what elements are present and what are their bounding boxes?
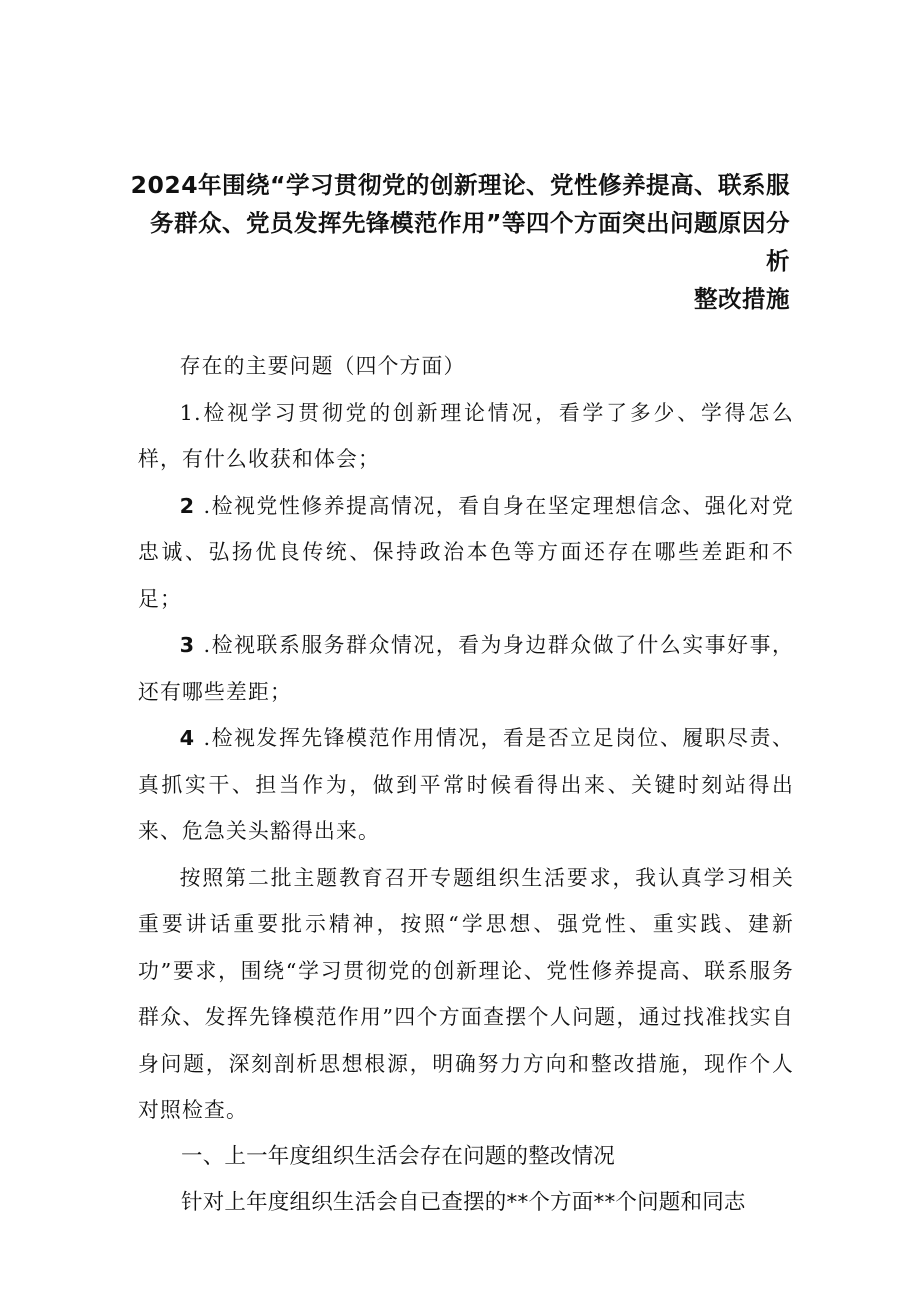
issue-item-3: [138, 622, 794, 715]
section-heading: 一、上一年度组织生活会存在问题的整改情况: [181, 1143, 616, 1169]
issue-item-2: [138, 483, 794, 623]
issue-number: 1.: [179, 400, 202, 425]
title-line-1: 2024年围绕“学习贯彻党的创新理论、党性修养提高、联系服: [130, 171, 790, 199]
issue-item-4: [138, 715, 794, 855]
title-line-2: 务群众、党员发挥先锋模范作用”等四个方面突出问题原因分析: [150, 209, 790, 275]
body-paragraph: 按照第二批主题教育召开专题组织生活要求，我认真学习相关重要讲话重要批示精神，按照“学思想、强党性、重实践、建新功”要求，围绕“学习贯彻党的创新理论、党性修养提高、联系服务群众、发挥先锋模范作用”四个方面查摆个人问题，通过找准找实自身问题，深刻剖析思想根源，明确努力方向和整改措施，现作个人对照检查。: [138, 865, 794, 1122]
issue-text: .检视联系服务群众情况，看为身边群众做了什么实事好事，还有哪些差距；: [138, 633, 794, 704]
issue-item-1: [138, 390, 794, 483]
document-title: [128, 166, 790, 318]
intro-heading: 存在的主要问题（四个方面）: [179, 354, 466, 378]
title-line-3: 整改措施: [694, 285, 790, 313]
issue-text: .检视党性修养提高情况，看自身在坚定理想信念、强化对党忠诚、弘扬优良传统、保持政治本色等方面还存在哪些差距和不足；: [138, 493, 794, 611]
section-paragraph: 针对上年度组织生活会自已查摆的**个方面**个问题和同志: [181, 1190, 746, 1215]
issue-number: 3: [179, 633, 196, 657]
issue-number: 2: [179, 493, 196, 518]
issue-text: .检视发挥先锋模范作用情况，看是否立足岗位、履职尽责、真抓实干、担当作为，做到平常时候看得出来、关键时刻站得出来、危急关头豁得出来。: [138, 726, 794, 843]
issue-text: 检视学习贯彻党的创新理论情况，看学了多少、学得怎么样，有什么收获和体会；: [138, 400, 794, 471]
document-body: [138, 343, 794, 1227]
issue-number: 4: [179, 726, 196, 750]
